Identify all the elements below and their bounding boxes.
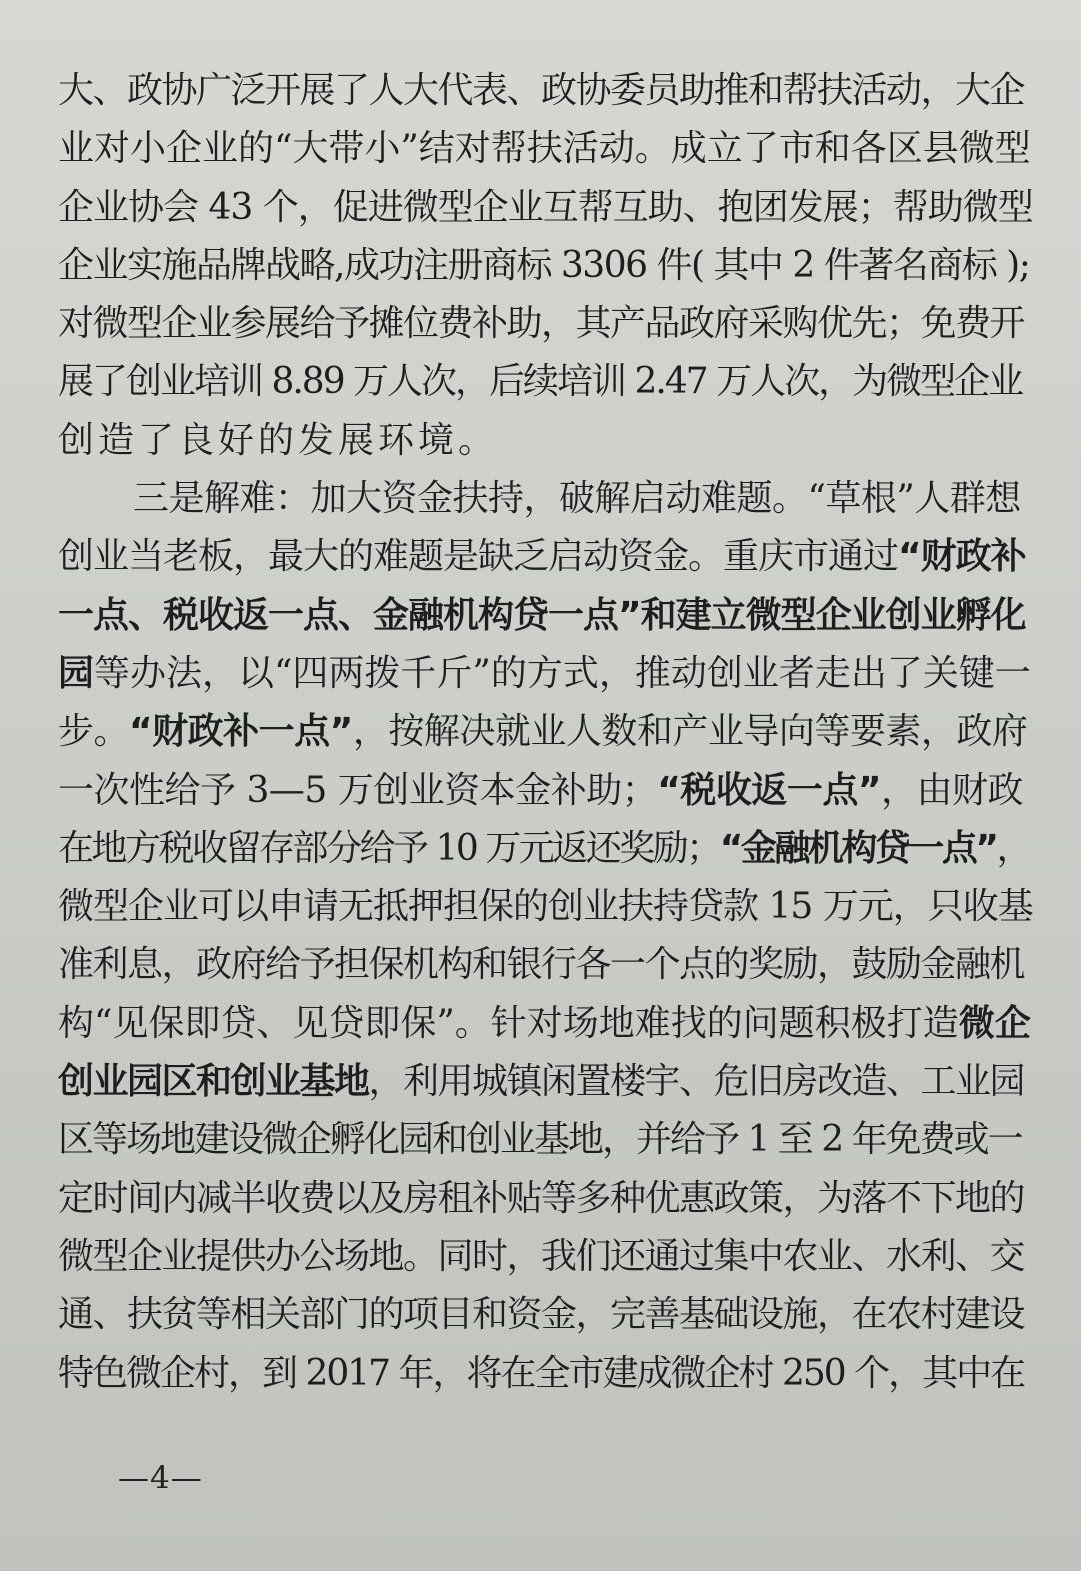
text-line xyxy=(58,995,1033,1053)
text-line xyxy=(58,1345,1033,1403)
text-line xyxy=(58,936,1033,994)
text-segment: 微型企业提供办公场地。同时，我们还通过集中农业、水利、交 xyxy=(58,1235,1025,1277)
page-number: —4— xyxy=(118,1460,203,1496)
text-segment: 大、政协广泛开展了人大代表、政协委员助推和帮扶活动，大企 xyxy=(58,70,1025,111)
bold-text-segment: “财政补一点” xyxy=(129,711,353,753)
body-text xyxy=(58,62,1033,1403)
text-segment: 创业当老板，最大的难题是缺乏启动资金。重庆市通过 xyxy=(58,536,899,578)
text-segment: 在地方税收留存部分给予 10 万元返还奖励； xyxy=(58,827,720,869)
text-segment: ，由财政 xyxy=(881,769,1024,811)
bold-text-segment: 微企 xyxy=(958,1002,1031,1044)
text-segment: 企业协会 43 个，促进微型企业互帮互助、抱团发展；帮助微型 xyxy=(58,186,1033,228)
text-line xyxy=(58,1111,1033,1169)
text-line xyxy=(58,62,1033,120)
text-segment: 特色微企村，到 2017 年，将在全市建成微企村 250 个，其中在 xyxy=(58,1352,1025,1394)
text-segment: ，利用城镇闲置楼宇、危旧房改造、工业园 xyxy=(368,1061,1025,1103)
text-segment: 通、扶贫等相关部门的项目和资金，完善基础设施，在农村建设 xyxy=(58,1294,1025,1336)
text-segment: 展了创业培训 8.89 万人次，后续培训 2.47 万人次，为微型企业 xyxy=(58,361,1023,403)
text-line xyxy=(58,353,1033,411)
text-segment: 业对小企业的“大带小”结对帮扶活动。成立了市和各区县微型 xyxy=(58,128,1031,170)
bold-text-segment: 园 xyxy=(58,652,95,694)
text-segment: 对微型企业参展给予摊位费补助，其产品政府采购优先；免费开 xyxy=(58,303,1025,345)
bold-text-segment: “财政补 xyxy=(898,536,1026,578)
text-segment: 创造了良好的发展环境。 xyxy=(58,419,499,461)
text-segment: 等办法，以“四两拨千斤”的方式，推动创业者走出了关键一 xyxy=(94,652,1031,694)
text-segment: 步。 xyxy=(58,711,130,753)
text-line xyxy=(58,645,1033,703)
text-segment: 微型企业可以申请无抵押担保的创业扶持贷款 15 万元，只收基 xyxy=(58,886,1033,928)
text-segment: 企业实施品牌战略,成功注册商标 3306 件( 其中 2 件著名商标 ); xyxy=(58,244,1030,286)
bold-text-segment: 一点、税收返一点、金融机构贷一点”和建立微型企业创业孵化 xyxy=(58,594,1026,636)
text-line xyxy=(58,528,1033,586)
text-line xyxy=(58,295,1033,353)
text-line xyxy=(58,1053,1033,1111)
text-line xyxy=(58,1228,1033,1286)
text-line xyxy=(58,820,1033,878)
text-line xyxy=(58,703,1033,761)
bold-text-segment: 创业园区和创业基地 xyxy=(58,1061,369,1103)
text-line xyxy=(58,237,1033,295)
text-segment: 三是解难：加大资金扶持，破解启动难题。“草根”人群想 xyxy=(133,478,1021,520)
text-line xyxy=(58,878,1033,936)
text-line xyxy=(58,120,1033,178)
text-segment: 区等场地建设微企孵化园和创业基地，并给予 1 至 2 年免费或一 xyxy=(58,1119,1022,1161)
text-line xyxy=(58,470,1033,528)
text-line xyxy=(58,179,1033,237)
text-segment: ，按解决就业人数和产业导向等要素，政府 xyxy=(352,711,1028,753)
text-segment: 一次性给予 3—5 万创业资本金补助； xyxy=(58,769,658,811)
bold-text-segment: “税收返一点” xyxy=(657,769,882,811)
text-segment: ， xyxy=(996,827,1031,869)
text-line xyxy=(58,412,1033,470)
text-line xyxy=(58,1286,1033,1344)
text-segment: 构“见保即贷、见贷即保”。针对场地难找的问题积极打造 xyxy=(58,1002,959,1044)
text-line xyxy=(58,1170,1033,1228)
text-line xyxy=(58,762,1033,820)
text-segment: 定时间内减半收费以及房租补贴等多种优惠政策，为落不下地的 xyxy=(58,1177,1025,1219)
bold-text-segment: “金融机构贷一点” xyxy=(719,827,997,869)
text-line xyxy=(58,587,1033,645)
text-segment: 准利息，政府给予担保机构和银行各一个点的奖励，鼓励金融机 xyxy=(58,944,1025,986)
